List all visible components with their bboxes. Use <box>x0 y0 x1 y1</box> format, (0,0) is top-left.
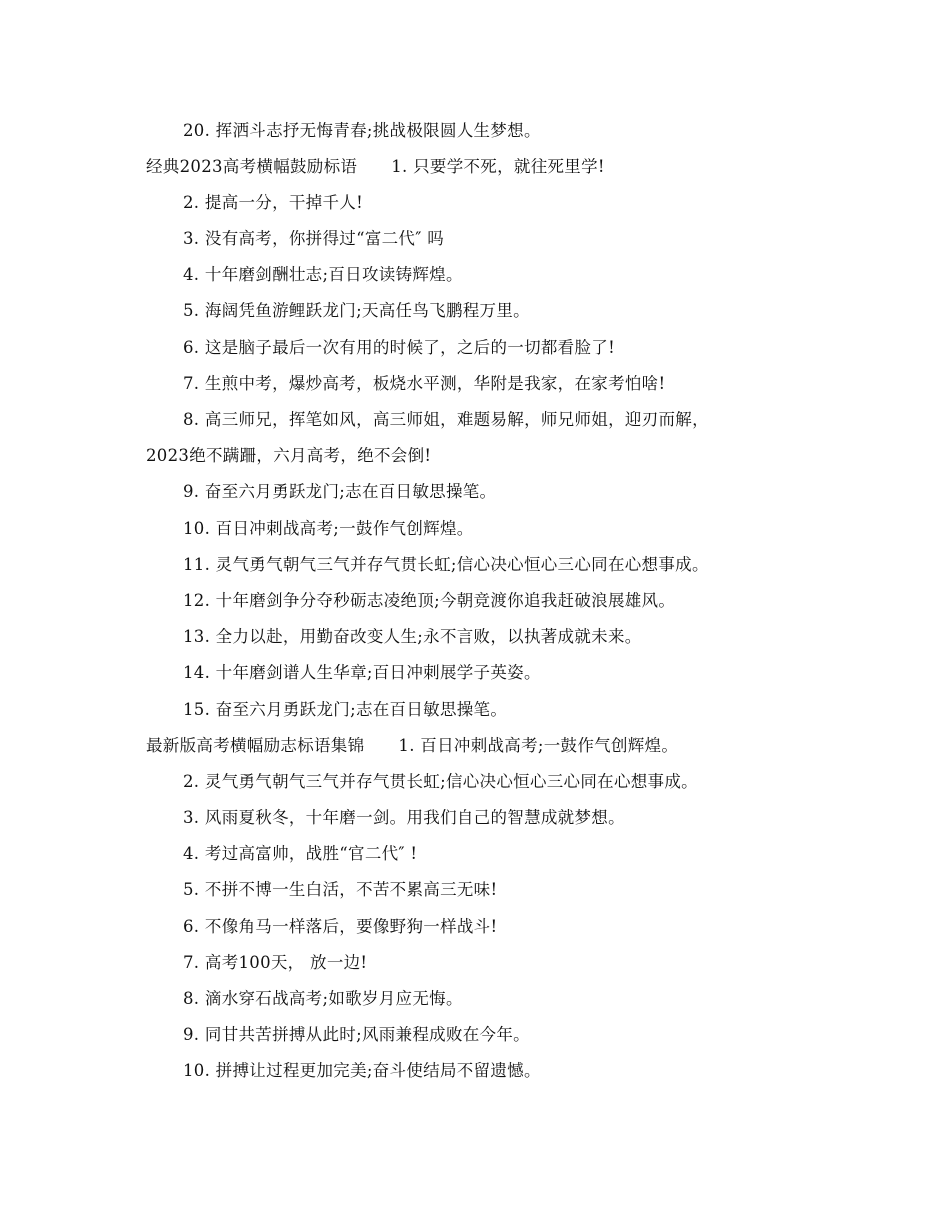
list-item: 7. 高考100天， 放一边! <box>183 953 368 972</box>
list-item: 6. 这是脑子最后一次有用的时候了，之后的一切都看脸了! <box>183 338 616 357</box>
list-item: 2. 灵气勇气朝气三气并存气贯长虹;信心决心恒心三心同在心想事成。 <box>183 772 698 791</box>
list-item: 12. 十年磨剑争分夺秒砺志凌绝顶;今朝竞渡你追我赶破浪展雄风。 <box>183 591 676 610</box>
section-heading: 经典2023高考横幅鼓励标语 <box>146 157 358 176</box>
list-item: 9. 同甘共苦拼搏从此时;风雨兼程成败在今年。 <box>183 1025 530 1044</box>
list-item: 13. 全力以赴，用勤奋改变人生;永不言败，以执著成就未来。 <box>183 627 642 646</box>
section-heading-line <box>146 735 678 757</box>
list-item: 5. 海阔凭鱼游鲤跃龙门;天高任鸟飞鹏程万里。 <box>183 301 530 320</box>
list-item: 1. 只要学不死，就往死里学! <box>391 157 605 176</box>
list-item: 5. 不拼不博一生白活，不苦不累高三无味! <box>183 880 498 899</box>
list-item: 2. 提高一分，干掉千人! <box>183 193 364 212</box>
list-item: 4. 考过高富帅，战胜“官二代″ ! <box>183 844 418 863</box>
list-item: 10. 百日冲刺战高考;一鼓作气创辉煌。 <box>183 519 474 538</box>
section-heading: 最新版高考横幅励志标语集锦 <box>146 736 365 755</box>
list-item: 3. 没有高考，你拼得过“富二代″ 吗 <box>183 229 445 248</box>
list-item-continuation: 2023绝不蹒跚，六月高考，绝不会倒! <box>146 446 432 465</box>
section-heading-line <box>146 156 605 178</box>
list-item: 8. 高三师兄，挥笔如风，高三师姐，难题易解，师兄师姐，迎刃而解， <box>183 410 709 429</box>
list-item: 4. 十年磨剑酬壮志;百日攻读铸辉煌。 <box>183 265 463 284</box>
list-item: 7. 生煎中考，爆炒高考，板烧水平测，华附是我家，在家考怕啥! <box>183 374 666 393</box>
list-item: 1. 百日冲刺战高考;一鼓作气创辉煌。 <box>398 736 679 755</box>
list-item: 9. 奋至六月勇跃龙门;志在百日敏思操笔。 <box>183 482 497 501</box>
list-item: 10. 拼搏让过程更加完美;奋斗使结局不留遗憾。 <box>183 1061 541 1080</box>
list-item: 14. 十年磨剑谱人生华章;百日冲刺展学子英姿。 <box>183 663 541 682</box>
list-item: 3. 风雨夏秋冬，十年磨一剑。用我们自己的智慧成就梦想。 <box>183 808 625 827</box>
list-item: 15. 奋至六月勇跃龙门;志在百日敏思操笔。 <box>183 700 508 719</box>
list-item: 8. 滴水穿石战高考;如歌岁月应无悔。 <box>183 989 463 1008</box>
list-item: 20. 挥洒斗志抒无悔青春;挑战极限圆人生梦想。 <box>183 121 541 140</box>
list-item: 11. 灵气勇气朝气三气并存气贯长虹;信心决心恒心三心同在心想事成。 <box>183 555 709 574</box>
list-item: 6. 不像角马一样落后，要像野狗一样战斗! <box>183 917 498 936</box>
